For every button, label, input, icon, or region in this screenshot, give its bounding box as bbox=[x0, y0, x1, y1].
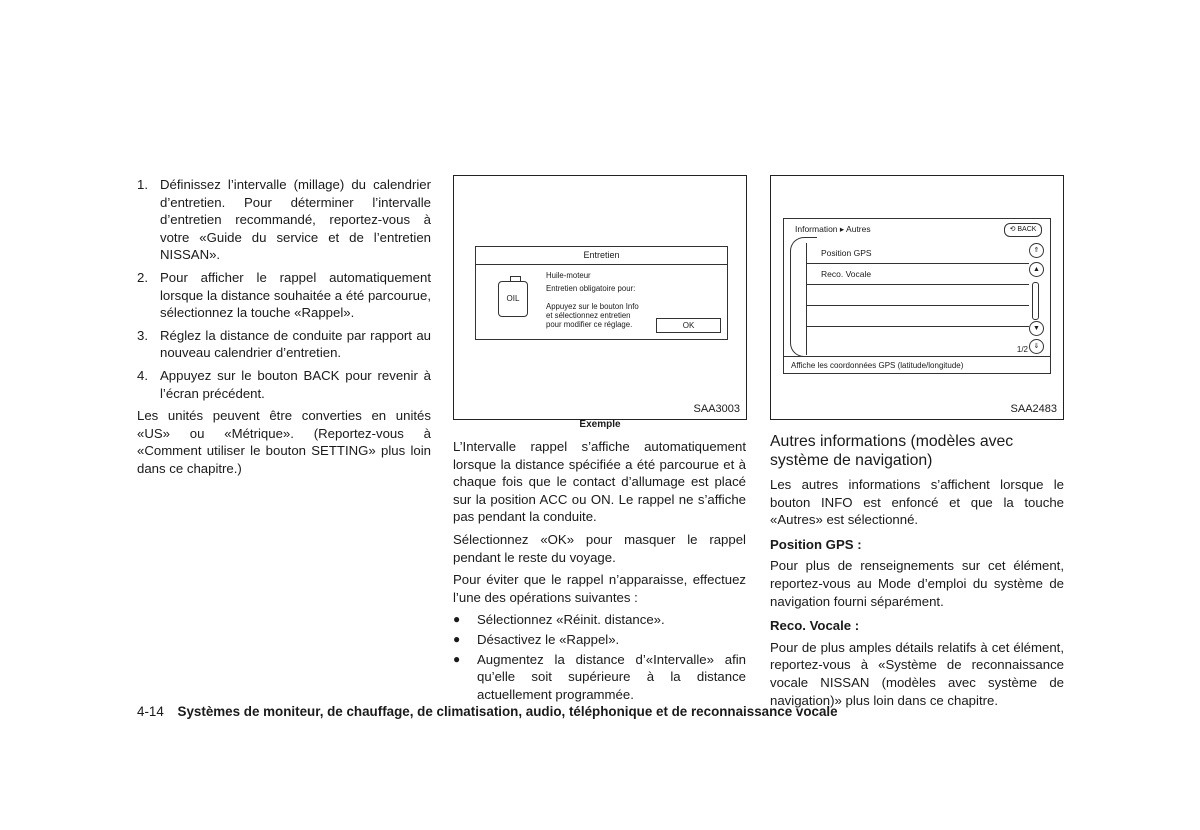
dialog-line-oil: Huile-moteur bbox=[546, 271, 591, 280]
page-up-icon[interactable]: ⇑ bbox=[1029, 243, 1044, 258]
list-item bbox=[453, 611, 746, 629]
menu-item-voice[interactable]: Reco. Vocale bbox=[807, 264, 1029, 285]
chapter-title: Systèmes de moniteur, de chauffage, de climatisation, audio, téléphonique et de reconnaissance vocale bbox=[177, 704, 838, 719]
bullet-icon: ● bbox=[453, 612, 461, 627]
menu-list bbox=[806, 243, 1029, 355]
step-number: 2. bbox=[137, 269, 148, 285]
bullet-icon: ● bbox=[453, 651, 461, 666]
subsection-heading-voice: Reco. Vocale : bbox=[770, 618, 860, 634]
dialog-title: Entretien bbox=[476, 247, 727, 265]
menu-item-empty bbox=[807, 285, 1029, 306]
figure-info-other bbox=[770, 175, 1064, 420]
dialog-line-instruction1: Appuyez sur le bouton Info bbox=[546, 302, 639, 311]
page-number: 4-14 bbox=[137, 704, 164, 719]
subsection-heading-gps: Position GPS : bbox=[770, 536, 862, 552]
step-text: Pour afficher le rappel automatiquement lorsque la distance souhaitée a été parcourue, sélectionnez la touche «Rappel». bbox=[160, 269, 431, 321]
dialog-line-required: Entretien obligatoire pour: bbox=[546, 284, 636, 293]
step-item bbox=[137, 176, 431, 264]
step-number: 1. bbox=[137, 177, 148, 192]
figure-caption: Exemple bbox=[579, 419, 621, 430]
screen-breadcrumb: Information ▸ Autres bbox=[795, 224, 871, 234]
units-paragraph: Les unités peuvent être converties en unités «US» ou «Métrique». (Reportez-vous à «Comment utiliser le bouton SETTING» plus loin dans ce chapitre.) bbox=[137, 408, 431, 476]
menu-item-empty bbox=[807, 306, 1029, 327]
paragraph: Sélectionnez «OK» pour masquer le rappel pendant le reste du voyage. bbox=[453, 531, 746, 565]
step-text: Appuyez sur le bouton BACK pour revenir à l’écran précédent. bbox=[160, 367, 431, 401]
scroll-up-icon[interactable]: ▲ bbox=[1029, 262, 1044, 277]
step-item bbox=[137, 327, 431, 362]
figure-maintenance-reminder bbox=[453, 175, 747, 420]
back-button[interactable]: ⟲ BACK bbox=[1004, 223, 1042, 237]
paragraph: Pour plus de renseignements sur cet élément, reportez-vous au Mode d’emploi du système de navigation fourni séparément. bbox=[770, 558, 1064, 609]
step-number: 4. bbox=[137, 367, 148, 383]
dialog-line-instruction2: et sélectionnez entretien bbox=[546, 311, 631, 320]
list-item-text: Augmentez la distance d’«Intervalle» afin qu’elle soit supérieure à la distance actuellement programmée. bbox=[477, 651, 746, 702]
oil-bottle-icon bbox=[498, 276, 528, 316]
scroll-down-icon[interactable]: ▼ bbox=[1029, 321, 1044, 336]
menu-item-empty bbox=[807, 327, 1029, 348]
bullet-icon: ● bbox=[453, 631, 461, 646]
column-left bbox=[137, 176, 431, 483]
page-down-icon[interactable]: ⇓ bbox=[1029, 339, 1044, 354]
info-screen bbox=[783, 218, 1051, 374]
list-item-text: Sélectionnez «Réinit. distance». bbox=[477, 612, 665, 628]
page-indicator: 1/2 bbox=[1016, 345, 1028, 354]
section-heading: Autres informations (modèles avec système de navigation) bbox=[770, 433, 1014, 469]
maintenance-dialog bbox=[475, 246, 728, 340]
back-label: BACK bbox=[1017, 226, 1037, 233]
list-item bbox=[453, 651, 746, 704]
screen-status-text: Affiche les coordonnées GPS (latitude/longitude) bbox=[784, 356, 1050, 373]
step-item bbox=[137, 269, 431, 322]
step-text: Définissez l’intervalle (millage) du calendrier d’entretien. Pour déterminer l’intervalle d’entretien recommandé, reportez-vous à votre «Guide du service et de l’entretien NISSAN». bbox=[160, 177, 431, 263]
paragraph: Pour de plus amples détails relatifs à cet élément, reportez-vous à «Système de reconnaissance vocale NISSAN (modèles avec système de navigation)» plus loin dans ce chapitre. bbox=[770, 639, 1064, 708]
column-middle bbox=[453, 438, 746, 705]
list-item-text: Désactivez le «Rappel». bbox=[477, 631, 620, 647]
oil-icon-label: OIL bbox=[498, 281, 528, 317]
list-item bbox=[453, 631, 746, 649]
step-item bbox=[137, 367, 431, 402]
scrollbar[interactable] bbox=[1032, 282, 1039, 320]
column-right bbox=[770, 432, 1064, 714]
menu-item-gps[interactable]: Position GPS bbox=[807, 243, 1029, 264]
steps-list bbox=[137, 176, 431, 402]
ok-button[interactable]: OK bbox=[656, 318, 721, 333]
step-number: 3. bbox=[137, 327, 148, 343]
options-list bbox=[453, 611, 746, 703]
step-text: Réglez la distance de conduite par rapport au nouveau calendrier d’entretien. bbox=[160, 327, 431, 361]
figure-code: SAA3003 bbox=[693, 403, 740, 415]
dialog-line-instruction3: pour modifier ce réglage. bbox=[546, 320, 633, 329]
figure-code: SAA2483 bbox=[1010, 403, 1057, 415]
paragraph: Pour éviter que le rappel n’apparaisse, effectuez l’une des opérations suivantes : bbox=[453, 572, 746, 605]
paragraph: L’Intervalle rappel s’affiche automatiquement lorsque la distance spécifiée a été parcourue et à chaque fois que le contact d’allumage est placé sur la position ACC ou ON. Le rappel ne s’affiche pas pendant la conduite. bbox=[453, 439, 746, 525]
page-footer bbox=[137, 704, 1097, 719]
paragraph: Les autres informations s’affichent lorsque le bouton INFO est enfoncé et que la touche «Autres» est sélectionné. bbox=[770, 477, 1064, 528]
